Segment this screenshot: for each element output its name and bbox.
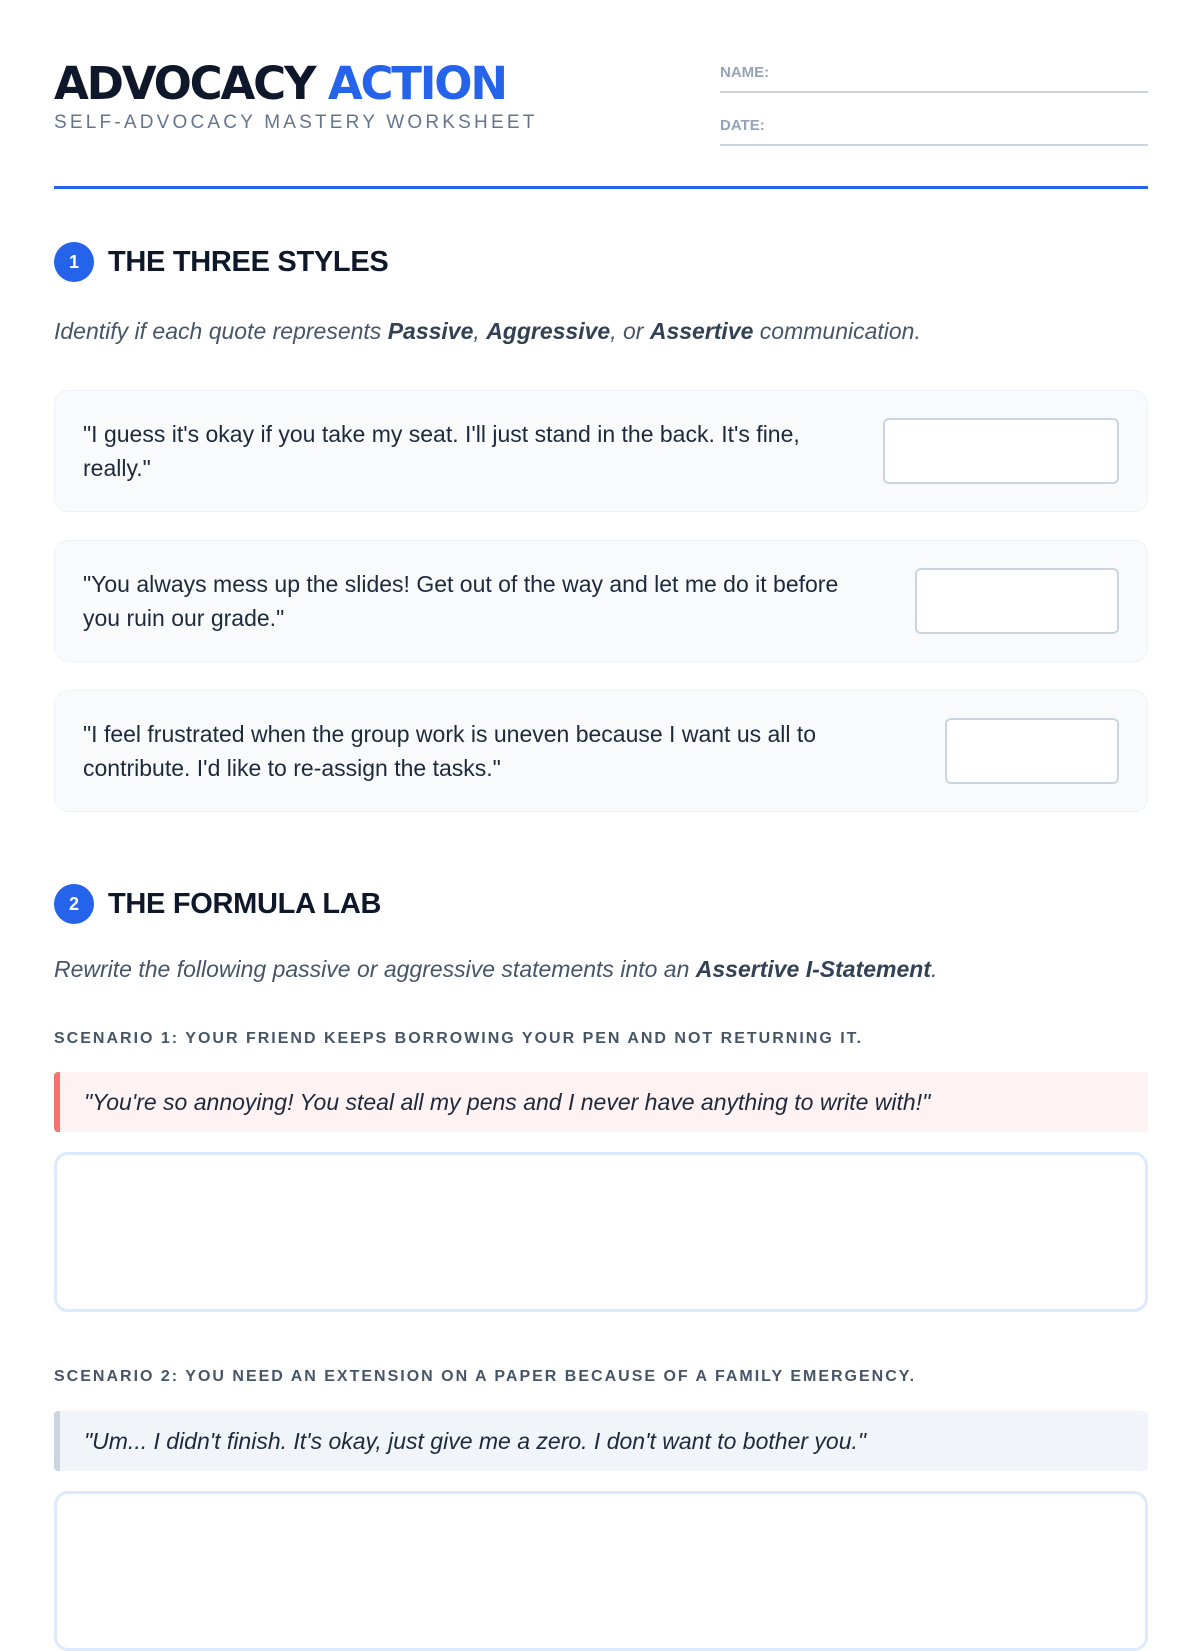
section-number-badge: 1 — [54, 242, 94, 282]
quote-text: "I feel frustrated when the group work is uneven because I want us all to contribute. I'd like to re-assign the tasks." — [83, 721, 817, 781]
quote-card — [54, 540, 1148, 662]
scenario-2-quote: "Um... I didn't finish. It's okay, just give me a zero. I don't want to bother you." — [54, 1411, 1148, 1471]
quote-card — [54, 390, 1148, 512]
section-2-instructions — [54, 956, 937, 983]
date-field[interactable] — [720, 113, 1148, 146]
header-divider — [54, 186, 1148, 189]
quote-card — [54, 690, 1148, 812]
scenario-2-label: SCENARIO 2: YOU NEED AN EXTENSION ON A PAPER BECAUSE OF A FAMILY EMERGENCY. — [54, 1368, 917, 1385]
instructions-text: Identify if each quote represents — [54, 318, 388, 344]
scenario-1-quote: "You're so annoying! You steal all my pens and I never have anything to write with!" — [54, 1072, 1148, 1132]
section-title: THE THREE STYLES — [108, 245, 389, 278]
instructions-emphasis: Assertive I-Statement — [695, 956, 931, 982]
name-field[interactable] — [720, 60, 1148, 93]
scenario-2-answer-area[interactable] — [54, 1491, 1148, 1651]
quote-text: "I guess it's okay if you take my seat. I'll just stand in the back. It's fine, really." — [83, 421, 800, 481]
section-1-heading — [54, 242, 388, 282]
style-answer-box[interactable] — [883, 418, 1119, 484]
instructions-passive: Passive — [387, 318, 474, 344]
style-answer-box[interactable] — [915, 568, 1119, 634]
section-title: THE FORMULA LAB — [108, 887, 382, 920]
scenario-1-answer-area[interactable] — [54, 1152, 1148, 1312]
worksheet-page — [54, 0, 1148, 1454]
section-1-instructions — [54, 318, 921, 345]
worksheet-title — [54, 56, 538, 112]
instructions-separator: , or — [610, 318, 650, 344]
instructions-text: . — [930, 956, 938, 982]
instructions-separator: , — [473, 318, 487, 344]
instructions-text: communication. — [753, 318, 921, 344]
instructions-text: Rewrite the following passive or aggressive statements into an — [54, 956, 696, 982]
worksheet-subtitle: SELF-ADVOCACY MASTERY WORKSHEET — [54, 112, 538, 133]
date-label: DATE: — [720, 117, 765, 134]
style-answer-box[interactable] — [945, 718, 1119, 784]
section-2-heading — [54, 884, 381, 924]
quote-text: "You always mess up the slides! Get out of the way and let me do it before you ruin our grade." — [83, 571, 839, 631]
section-number-badge: 2 — [54, 884, 94, 924]
header — [54, 0, 1148, 190]
title-accent: ACTION — [327, 57, 506, 110]
title-main: ADVOCACY — [54, 57, 315, 110]
name-label: NAME: — [720, 64, 770, 81]
scenario-1-label: SCENARIO 1: YOUR FRIEND KEEPS BORROWING YOUR PEN AND NOT RETURNING IT. — [54, 1030, 864, 1047]
brand — [54, 56, 538, 134]
instructions-aggressive: Aggressive — [486, 318, 611, 344]
instructions-assertive: Assertive — [649, 318, 754, 344]
student-info — [720, 60, 1148, 146]
